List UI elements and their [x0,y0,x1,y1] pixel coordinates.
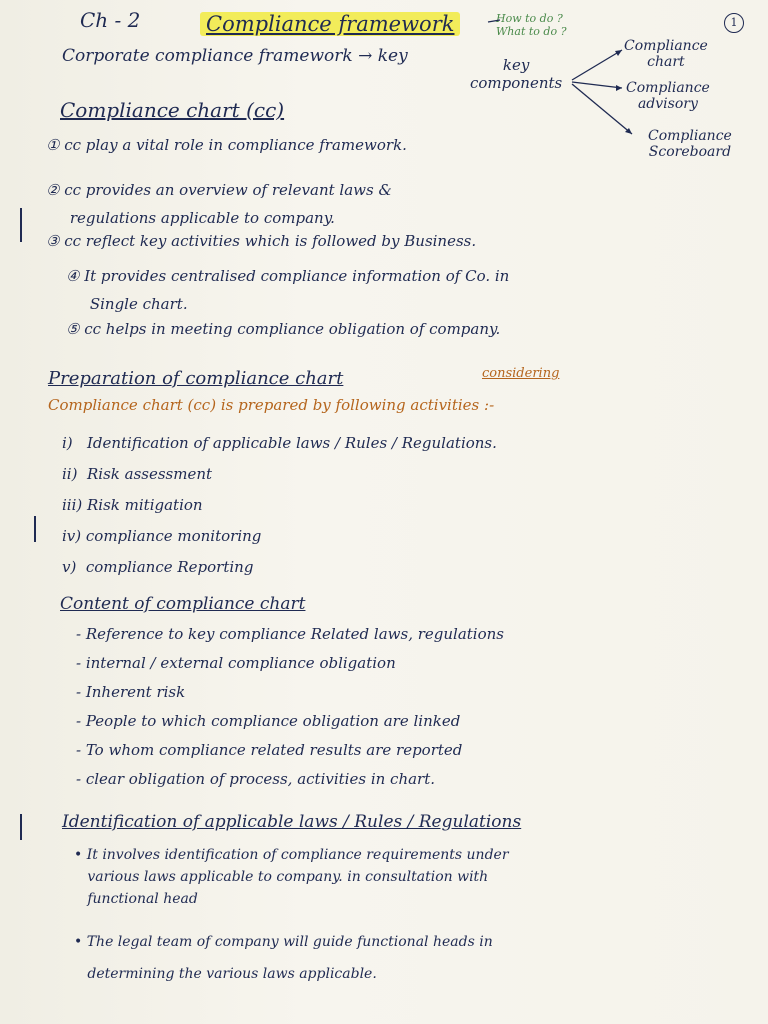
list-item: ii) Risk assessment [62,465,213,483]
cc-point-5: ⑤ cc helps in meeting compliance obligation of company. [66,320,501,338]
considering-note: considering [482,366,560,381]
margin-mark [34,516,36,542]
page-title: Compliance framework [200,12,460,36]
list-item: - To whom compliance related results are reported [76,741,463,759]
list-item: iv) compliance monitoring [62,527,262,545]
component-compliance-advisory: Compliance advisory [626,80,710,112]
cc-point-4: ④ It provides centralised compliance information of Co. in Single chart. [66,267,510,313]
identification-bullet-2: • The legal team of company will guide functional heads in determining the various laws applicable. [74,934,493,982]
list-item: - Inherent risk [76,683,186,701]
cc-point-3: ③ cc reflect key activities which is followed by Business. [46,232,477,250]
key-components-label: key components [470,56,563,92]
list-item: i) Identification of applicable laws / Rules / Regulations. [62,434,497,452]
list-item: - People to which compliance obligation are linked [76,712,461,730]
component-compliance-scoreboard: Compliance Scoreboard [648,128,732,160]
cc-point-2: ② cc provides an overview of relevant laws & regulations applicable to company. [46,181,392,227]
compliance-chart-heading: Compliance chart (cc) [60,98,285,122]
content-list [76,620,504,794]
list-item: v) compliance Reporting [62,558,254,576]
margin-mark [20,814,22,840]
chapter-label: Ch - 2 [80,8,141,32]
preparation-intro: Compliance chart (cc) is prepared by following activities :- [48,396,495,414]
identification-heading: Identification of applicable laws / Rules / Regulations [62,812,522,832]
identification-bullet-1: • It involves identification of compliance requirements under various laws applicable to company. in consultation with functional head [74,847,509,907]
list-item: - clear obligation of process, activities in chart. [76,770,436,788]
margin-mark [20,208,22,242]
framework-intro-line: Corporate compliance framework → key [62,46,408,66]
list-item: iii) Risk mitigation [62,496,203,514]
component-compliance-chart: Compliance chart [624,38,708,70]
page-number: 1 [724,13,744,33]
cc-point-1: ① cc play a vital role in compliance framework. [46,136,407,154]
how-to-note: How to do ? What to do ? [496,12,567,38]
list-item: - Reference to key compliance Related laws, regulations [76,625,504,643]
content-heading: Content of compliance chart [60,594,306,614]
preparation-heading: Preparation of compliance chart [48,368,344,389]
preparation-list [62,428,497,583]
list-item: - internal / external compliance obligation [76,654,396,672]
